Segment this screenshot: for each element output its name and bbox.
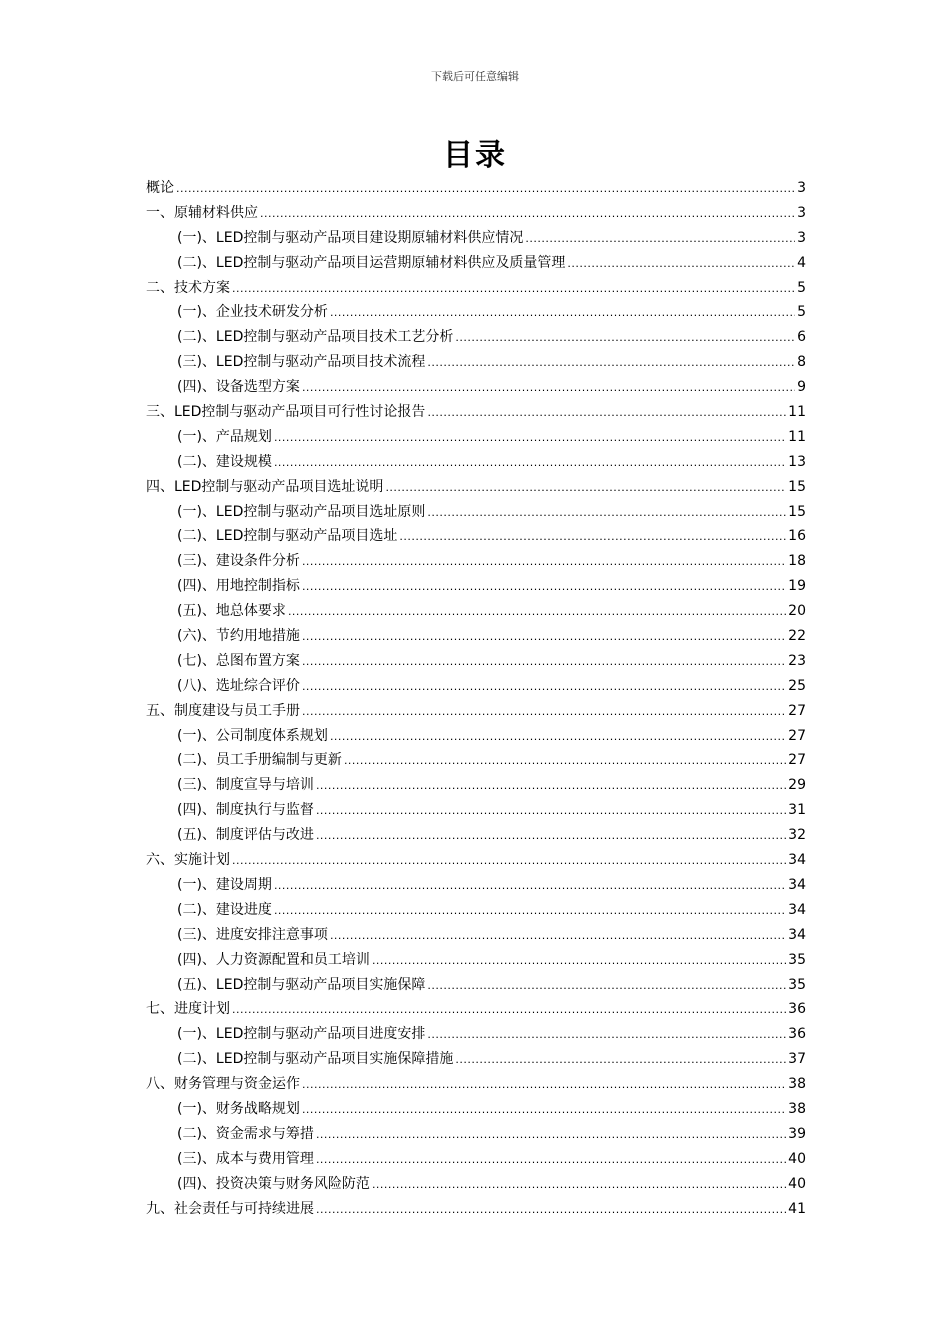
- toc-entry[interactable]: [146, 400, 806, 425]
- toc-entry-page-number: 3: [797, 204, 806, 221]
- toc-entry-label: (二)、LED控制与驱动产品项目选址: [177, 528, 398, 545]
- toc-entry[interactable]: [146, 1097, 806, 1122]
- toc-entry-label: 九、社会责任与可持续进展: [146, 1200, 314, 1217]
- toc-leader-dots: [302, 550, 786, 575]
- toc-entry[interactable]: [146, 699, 806, 724]
- toc-leader-dots: [427, 501, 786, 526]
- toc-entry[interactable]: [146, 1122, 806, 1147]
- toc-entry-label: 一、原辅材料供应: [146, 204, 258, 221]
- toc-leader-dots: [344, 749, 786, 774]
- toc-entry-page-number: 34: [788, 901, 806, 918]
- toc-entry-label: (五)、LED控制与驱动产品项目实施保障: [177, 976, 426, 993]
- toc-entry-label: (二)、LED控制与驱动产品项目技术工艺分析: [177, 329, 454, 346]
- toc-leader-dots: [274, 874, 786, 899]
- toc-entry[interactable]: [146, 475, 806, 500]
- toc-entry[interactable]: [146, 973, 806, 998]
- toc-entry-label: (三)、建设条件分析: [177, 553, 300, 570]
- table-of-contents: [146, 176, 806, 1221]
- toc-leader-dots: [176, 177, 795, 202]
- toc-entry[interactable]: [146, 1147, 806, 1172]
- toc-entry[interactable]: [146, 923, 806, 948]
- toc-leader-dots: [232, 849, 786, 874]
- toc-entry-page-number: 38: [788, 1100, 806, 1117]
- toc-entry[interactable]: [146, 674, 806, 699]
- toc-entry[interactable]: [146, 251, 806, 276]
- toc-leader-dots: [316, 824, 786, 849]
- toc-leader-dots: [260, 202, 795, 227]
- toc-entry-page-number: 3: [797, 180, 806, 196]
- toc-entry[interactable]: [146, 300, 806, 325]
- toc-leader-dots: [302, 650, 786, 675]
- toc-entry[interactable]: [146, 773, 806, 798]
- toc-leader-dots: [316, 799, 786, 824]
- toc-entry-page-number: 34: [788, 876, 806, 893]
- toc-entry[interactable]: [146, 748, 806, 773]
- toc-entry[interactable]: [146, 350, 806, 375]
- toc-leader-dots: [302, 575, 786, 600]
- toc-leader-dots: [302, 376, 795, 401]
- toc-leader-dots: [302, 625, 786, 650]
- toc-entry[interactable]: [146, 823, 806, 848]
- toc-entry[interactable]: [146, 1047, 806, 1072]
- toc-entry-page-number: 25: [788, 677, 806, 694]
- toc-entry-label: (二)、LED控制与驱动产品项目运营期原辅材料供应及质量管理: [177, 254, 566, 271]
- toc-entry-label: (三)、成本与费用管理: [177, 1150, 314, 1167]
- toc-entry-page-number: 6: [797, 329, 806, 346]
- toc-entry-page-number: 5: [797, 304, 806, 321]
- toc-entry[interactable]: [146, 997, 806, 1022]
- toc-leader-dots: [399, 525, 786, 550]
- toc-entry-label: (一)、公司制度体系规划: [177, 727, 328, 744]
- toc-entry-page-number: 29: [788, 777, 806, 794]
- toc-entry[interactable]: [146, 1022, 806, 1047]
- toc-entry[interactable]: [146, 549, 806, 574]
- toc-leader-dots: [232, 277, 795, 302]
- toc-entry-page-number: 19: [788, 578, 806, 595]
- toc-entry[interactable]: [146, 873, 806, 898]
- toc-entry[interactable]: [146, 948, 806, 973]
- toc-entry-label: (一)、建设周期: [177, 876, 272, 893]
- toc-entry[interactable]: [146, 500, 806, 525]
- toc-entry-page-number: 3: [797, 229, 806, 246]
- toc-entry-label: (三)、进度安排注意事项: [177, 926, 328, 943]
- toc-entry-page-number: 37: [788, 1051, 806, 1068]
- toc-entry-page-number: 34: [788, 926, 806, 943]
- toc-leader-dots: [302, 675, 786, 700]
- toc-entry-page-number: 20: [788, 603, 806, 620]
- toc-entry-label: (六)、节约用地措施: [177, 628, 300, 645]
- toc-leader-dots: [274, 426, 786, 451]
- toc-leader-dots: [427, 351, 795, 376]
- toc-entry[interactable]: [146, 599, 806, 624]
- page-header: 下载后可任意编辑: [431, 70, 519, 83]
- toc-entry-label: (四)、用地控制指标: [177, 578, 300, 595]
- toc-entry[interactable]: [146, 375, 806, 400]
- toc-leader-dots: [316, 1198, 786, 1223]
- toc-entry-label: (四)、投资决策与财务风险防范: [177, 1175, 370, 1192]
- toc-entry[interactable]: [146, 276, 806, 301]
- toc-leader-dots: [567, 252, 795, 277]
- toc-entry[interactable]: [146, 226, 806, 251]
- toc-entry[interactable]: [146, 574, 806, 599]
- toc-entry-page-number: 11: [788, 428, 806, 445]
- toc-entry-page-number: 18: [788, 553, 806, 570]
- toc-entry-label: (三)、LED控制与驱动产品项目技术流程: [177, 354, 426, 371]
- toc-entry-label: (八)、选址综合评价: [177, 677, 300, 694]
- toc-leader-dots: [302, 700, 786, 725]
- toc-entry[interactable]: [146, 724, 806, 749]
- toc-leader-dots: [525, 227, 795, 252]
- toc-leader-dots: [385, 476, 786, 501]
- toc-entry[interactable]: [146, 1172, 806, 1197]
- toc-leader-dots: [302, 1098, 786, 1123]
- toc-leader-dots: [232, 998, 786, 1023]
- toc-entry-page-number: 9: [797, 379, 806, 396]
- toc-entry[interactable]: [146, 1197, 806, 1222]
- toc-entry[interactable]: [146, 798, 806, 823]
- toc-entry-label: (四)、人力资源配置和员工培训: [177, 951, 370, 968]
- toc-entry-page-number: 40: [788, 1150, 806, 1167]
- toc-leader-dots: [316, 1123, 786, 1148]
- toc-leader-dots: [372, 1173, 786, 1198]
- toc-entry-label: 六、实施计划: [146, 852, 230, 869]
- toc-entry[interactable]: [146, 450, 806, 475]
- toc-leader-dots: [316, 774, 786, 799]
- toc-entry-page-number: 35: [788, 951, 806, 968]
- toc-entry-label: (四)、设备选型方案: [177, 379, 300, 396]
- toc-entry-label: (二)、资金需求与筹措: [177, 1125, 314, 1142]
- toc-leader-dots: [427, 1023, 786, 1048]
- toc-entry-page-number: 39: [788, 1125, 806, 1142]
- toc-entry-page-number: 8: [797, 354, 806, 371]
- toc-leader-dots: [302, 1073, 786, 1098]
- toc-entry-page-number: 36: [788, 1026, 806, 1043]
- toc-entry-label: 概论: [146, 180, 174, 196]
- toc-entry-page-number: 35: [788, 976, 806, 993]
- toc-leader-dots: [372, 949, 786, 974]
- toc-leader-dots: [455, 326, 795, 351]
- toc-entry[interactable]: [146, 325, 806, 350]
- toc-entry-page-number: 27: [788, 727, 806, 744]
- toc-entry-label: (二)、LED控制与驱动产品项目实施保障措施: [177, 1051, 454, 1068]
- toc-entry[interactable]: [146, 848, 806, 873]
- toc-entry-label: (四)、制度执行与监督: [177, 802, 314, 819]
- toc-entry-page-number: 27: [788, 702, 806, 719]
- toc-entry-page-number: 41: [788, 1200, 806, 1217]
- toc-entry-page-number: 36: [788, 1001, 806, 1018]
- toc-entry-page-number: 32: [788, 827, 806, 844]
- toc-entry-page-number: 22: [788, 628, 806, 645]
- toc-entry[interactable]: [146, 201, 806, 226]
- toc-entry-label: (一)、企业技术研发分析: [177, 304, 328, 321]
- toc-leader-dots: [330, 301, 795, 326]
- toc-leader-dots: [427, 974, 786, 999]
- toc-entry-page-number: 23: [788, 652, 806, 669]
- toc-entry[interactable]: [146, 425, 806, 450]
- toc-entry[interactable]: [146, 1072, 806, 1097]
- page-title: 目录: [443, 138, 507, 173]
- toc-leader-dots: [288, 600, 786, 625]
- toc-entry-label: (一)、LED控制与驱动产品项目选址原则: [177, 503, 426, 520]
- toc-entry-label: (一)、LED控制与驱动产品项目进度安排: [177, 1026, 426, 1043]
- toc-entry-label: (二)、建设规模: [177, 453, 272, 470]
- toc-entry-page-number: 5: [797, 279, 806, 296]
- toc-entry-page-number: 11: [788, 404, 806, 421]
- toc-entry-page-number: 13: [788, 453, 806, 470]
- toc-entry-page-number: 15: [788, 478, 806, 495]
- toc-entry-label: 二、技术方案: [146, 279, 230, 296]
- toc-entry-label: (一)、财务战略规划: [177, 1100, 300, 1117]
- toc-leader-dots: [330, 924, 786, 949]
- toc-leader-dots: [316, 1148, 786, 1173]
- toc-entry-label: (二)、建设进度: [177, 901, 272, 918]
- toc-entry[interactable]: [146, 624, 806, 649]
- toc-entry-page-number: 34: [788, 852, 806, 869]
- toc-entry[interactable]: [146, 524, 806, 549]
- toc-entry-label: 五、制度建设与员工手册: [146, 702, 300, 719]
- toc-leader-dots: [274, 451, 786, 476]
- toc-entry-label: (一)、产品规划: [177, 428, 272, 445]
- toc-entry[interactable]: [146, 176, 806, 201]
- toc-entry-label: (三)、制度宣导与培训: [177, 777, 314, 794]
- toc-entry-label: 七、进度计划: [146, 1001, 230, 1018]
- toc-leader-dots: [330, 725, 786, 750]
- toc-entry-page-number: 31: [788, 802, 806, 819]
- toc-entry[interactable]: [146, 898, 806, 923]
- toc-entry-page-number: 16: [788, 528, 806, 545]
- toc-entry-page-number: 4: [797, 254, 806, 271]
- toc-entry-label: 四、LED控制与驱动产品项目选址说明: [146, 478, 384, 495]
- toc-entry-label: (五)、地总体要求: [177, 603, 286, 620]
- toc-entry-page-number: 15: [788, 503, 806, 520]
- toc-leader-dots: [274, 899, 786, 924]
- toc-entry-label: (五)、制度评估与改进: [177, 827, 314, 844]
- toc-entry-label: 八、财务管理与资金运作: [146, 1076, 300, 1093]
- toc-entry-label: (一)、LED控制与驱动产品项目建设期原辅材料供应情况: [177, 229, 524, 246]
- toc-entry-label: (二)、员工手册编制与更新: [177, 752, 342, 769]
- toc-leader-dots: [455, 1048, 786, 1073]
- toc-entry[interactable]: [146, 649, 806, 674]
- toc-leader-dots: [427, 401, 786, 426]
- toc-entry-page-number: 40: [788, 1175, 806, 1192]
- toc-entry-label: (七)、总图布置方案: [177, 652, 300, 669]
- toc-entry-page-number: 27: [788, 752, 806, 769]
- toc-entry-label: 三、LED控制与驱动产品项目可行性讨论报告: [146, 404, 426, 421]
- toc-entry-page-number: 38: [788, 1076, 806, 1093]
